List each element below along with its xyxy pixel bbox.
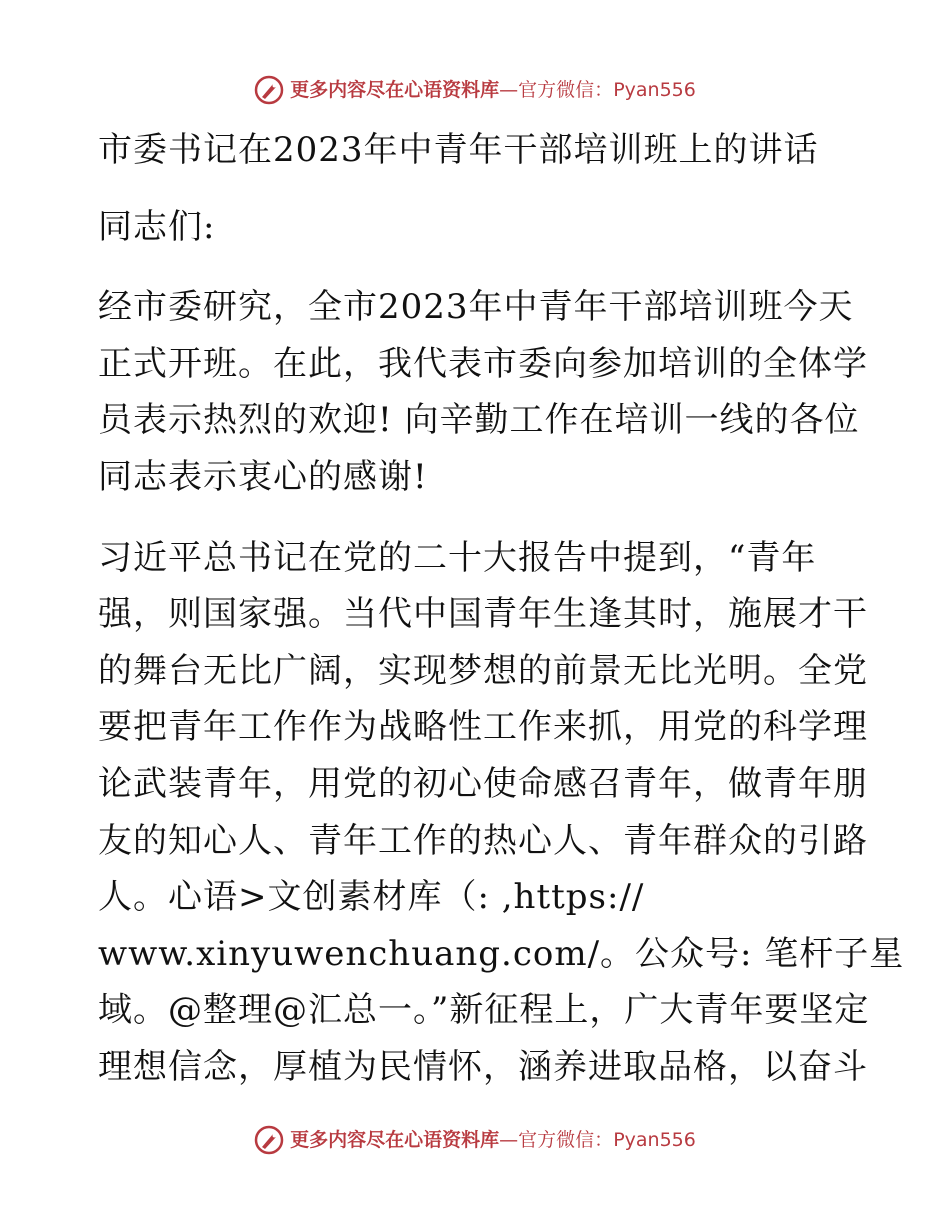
salutation: 同志们: xyxy=(98,206,216,247)
pen-nib-logo-icon xyxy=(254,1125,284,1155)
banner-dash: — xyxy=(499,1129,519,1151)
paragraph-2 xyxy=(98,530,905,1096)
paragraph-line: 强，则国家强。当代中国青年生逢其时，施展才干 xyxy=(98,594,868,635)
banner-site-name: 更多内容尽在心语资料库 xyxy=(290,79,500,101)
banner-site-name: 更多内容尽在心语资料库 xyxy=(290,1129,500,1151)
paragraph-line: 的舞台无比广阔，实现梦想的前景无比光明。全党 xyxy=(98,650,868,691)
paragraph-line: 正式开班。在此，我代表市委向参加培训的全体学 xyxy=(98,343,868,384)
banner-dash: — xyxy=(499,79,519,101)
document-body xyxy=(98,122,905,1096)
banner-wechat-label: 官方微信： xyxy=(518,1129,614,1151)
paragraph-line: 经市委研究，全市2023年中青年干部培训班今天 xyxy=(98,287,854,328)
header-watermark-banner xyxy=(0,70,950,110)
banner-wechat-account: Pyan556 xyxy=(613,79,696,101)
paragraph-line: 友的知心人、青年工作的热心人、青年群众的引路 xyxy=(98,820,868,861)
document-title: 市委书记在2023年中青年干部培训班上的讲话 xyxy=(98,130,819,170)
paragraph-line: 要把青年工作作为战略性工作来抓，用党的科学理 xyxy=(98,707,868,748)
paragraph-line: 域。@整理@汇总一。”新征程上，广大青年要坚定 xyxy=(98,990,870,1031)
paragraph-line: 理想信念，厚植为民情怀，涵养进取品格，以奋斗 xyxy=(98,1046,868,1087)
paragraph-line: 人。心语>文创素材库（: ,https:// xyxy=(98,877,645,918)
paragraph-line: 员表示热烈的欢迎! 向辛勤工作在培训一线的各位 xyxy=(98,400,860,441)
paragraph-1 xyxy=(98,279,868,505)
paragraph-line: 论武装青年，用党的初心使命感召青年，做青年朋 xyxy=(98,763,868,804)
banner-wechat-label: 官方微信： xyxy=(518,79,614,101)
paragraph-line: 同志表示衷心的感谢! xyxy=(98,456,428,497)
paragraph-line: 习近平总书记在党的二十大报告中提到，“青年 xyxy=(98,537,817,578)
banner-wechat-account: Pyan556 xyxy=(613,1129,696,1151)
footer-watermark-banner xyxy=(0,1120,950,1160)
paragraph-line: www.xinyuwenchuang.com/。公众号: 笔杆子星 xyxy=(98,933,905,974)
pen-nib-logo-icon xyxy=(254,75,284,105)
